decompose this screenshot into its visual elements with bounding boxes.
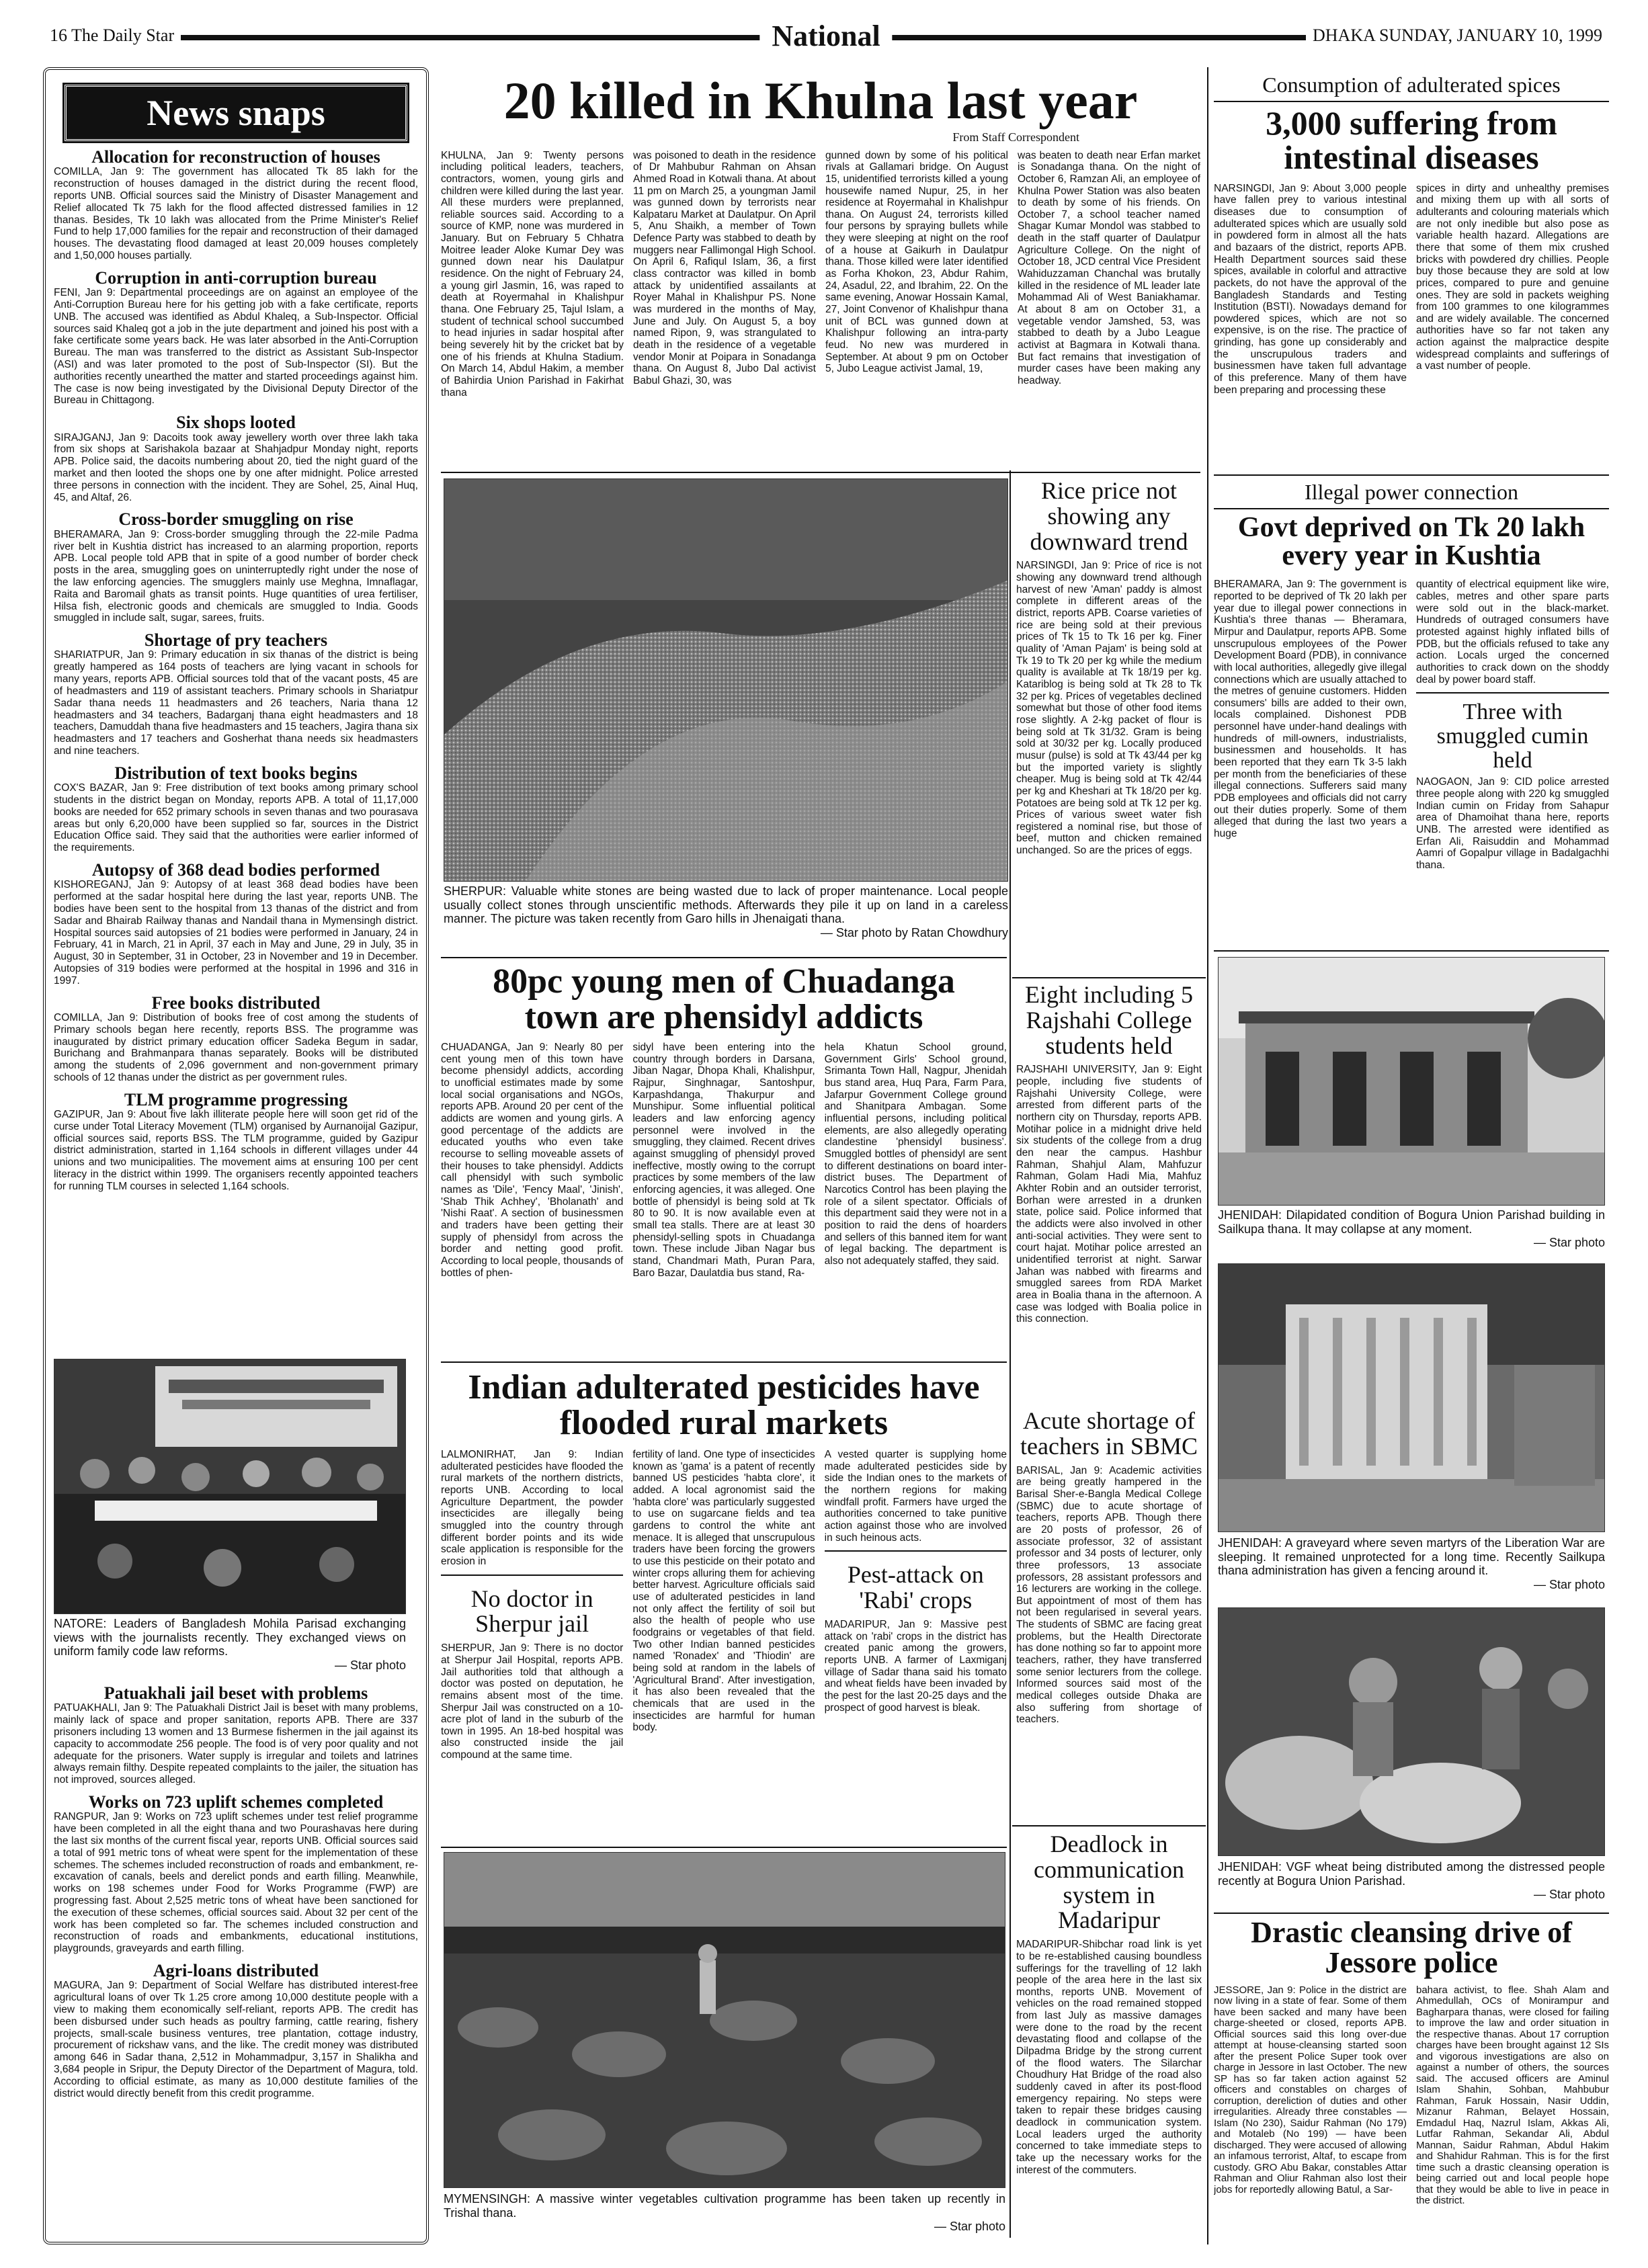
jessore-col-2: bahara activist, to flee. Shah Alam and Ahmedullah, OCs of Monirampur and Bagharpara thanas, were closed for failing to improve the law and order situation in the respective thanas. About 17 corruption charges have been brought against 12 SIs and vigorous investigations are also on against a number of others, the sources said. The accused officers are Aminul Islam Shahin, Sohban, Mahbubur Rahman, Faruk Hossain, Nasir Uddin, Mizanur Rahman, Belayet Hossain, Emdadul Haq, Nazrul Islam, Akkas Ali, Lutfar Rahman, Sekandar Ali, Abdul Mannan, Saidur Rahman, Abdul Hakim and Shahidur Rahman. This is for the first time such a drastic cleansing operation is being carried out and local people hope that they would be able to live in peace in the district. [1416,1984,1609,2207]
pesticides-text-1: LALMONIRHAT, Jan 9: Indian adulterated pesticides have flooded the rural markets of the northern districts, reports UNB. According to local Agriculture Department, the powder insecticides are illegally being smuggled into the country through different border points and its wide scale application is responsible for the erosion in [441,1449,624,1567]
illegal-body [1214,579,1609,871]
jessore-body [1214,1985,1609,2207]
snap-headline: Allocation for reconstruction of houses [91,147,380,167]
illegal-kicker: Illegal power connection [1304,480,1519,504]
section-rule [441,957,1007,958]
wheat-photo-image [1219,1608,1605,1856]
snap-item [51,148,421,262]
snap-headline: Distribution of text books begins [114,763,358,783]
rajshahi-body: RAJSHAHI UNIVERSITY, Jan 9: Eight people, including five students of Rajshahi University College, were arrested from different parts of the northern city on Thursday, reports APB. Motihar police in a midnight drive held six students of the college from a drug den near the campus. Hashbur Rahman, Shahjul Alam, Mahfuzur Rahman, Golam Hadi Mia, Mahfuz Akhter Robin and an outsider terrorist, Borhan were arrested in a drunken state, police said. Police informed that the addicts were also involved in other anti-social activities. They were sent to court hajat. Motihar police arrested an unidentified terrorist at night. Sarwar Jahan was nabbed with firearms and smuggled sarees from RDA Market area in Boalia thana in the afternoon. A case was lodged with Boalia police in this connection. [1016,1064,1202,1325]
snap-body: MAGURA, Jan 9: Department of Social Welfare has distributed interest-free agricultural loans of over Tk 1.25 crore among 10,000 destitute people with a view to making them economically self-reliant, reports APB. The credit has been disbursed under such heads as poultry farming, cattle rearing, fishery projects, small-scale business ventures, tree plantation, cottage industry, procurement of rickshaw vans, and the like. The credit money was distributed among 646 in Sadar thana, 2,512 in Mohammadpur, 3,157 in Shalikha and 3,684 people in Sripur, the Deputy Director of the Department of Magura, told. According to official estimate, as many as 10,000 destitute families of the district would directly benefit from this credit programme. [54,1980,418,2099]
illegal-headline: Govt deprived on Tk 20 lakh every year in Kushtia [1237,511,1585,572]
jessore-headline: Drastic cleansing drive of Jessore police [1251,1918,1572,1979]
snap-body: SHARIATPUR, Jan 9: Primary education in six thanas of the district is being greatly hampered as 164 posts of teachers are lying vacant in schools for many years, reports APB. Official sources told that of the vacant posts, 45 are of headmasters and 119 of assistant teachers. Primary schools in Shariatpur Sadar thana needs 11 headmasters and 26 teachers, Naria thana 12 headmasters and 34 teachers, Badarganj thana eight headmasters and 18 teachers, Damuddah thana five headmasters and 15 teachers, Jagira thana six headmasters and 17 teachers and Gosherhat thana needs six headmasters and nine teachers. [54,649,418,757]
snap-body: COMILLA, Jan 9: The government has allocated Tk 85 lakh for the reconstruction of houses damaged in the district during the recent flood, reports UNB. Official sources said the Ministry of Disaster Management and Relief allocated Tk 75 lakh for the flood affected distressed families in 12 thanas. Besides, Tk 10 lakh was allocated from the Prime Minister's Relief Fund to help 17,000 families for the repair and reconstruction of their damaged houses. The devastating flood damaged at least 20,009 houses completely and 1,50,000 houses partially. [54,166,418,261]
page-number-masthead: 16 The Daily Star [43,26,181,46]
section-rule [441,1574,623,1576]
khulna-body [441,150,1200,399]
cumin-body: NAOGAON, Jan 9: CID police arrested three people along with 220 kg smuggled Indian cumin on Friday from Sahapur area of Dhamoihat thana here, reports UNB. The arrested were identified as Erfan Ali, Raisuddin and Mohammad Aamri of Gopalpur village in Badalgachhi thana. [1416,776,1609,871]
snap-body: SIRAJGANJ, Jan 9: Dacoits took away jewellery worth over three lakh taka from six shops at Sarishakola bazaar at Shahjadpur Monday night, reports APB. Police said, the dacoits numbering about 20, tied the night guard of the market and then looted the shops one by one after midnight. Police arrested three persons in connection with the incident. They are Sohel, 25, Ainal Huq, 45, and Altaf, 26. [54,431,418,503]
khulna-col-2: was poisoned to death in the residence of Dr Mahbubur Rahman on Ahsan Ahmed Road in Kotwali thana. At about 11 pm on March 25, a youngman Jamil was gunned down by terrorists near Kalpataru Market at Daulatpur. On April 5, Anu Shaikh, a member of Town Defence Party was stabbed to death by muggers near Fallimongal High School. On April 6, Rafiqul Islam, 36, a first class contractor was killed in bomb attack by unidentified assailants at Royer Mahal in Khalishpur PS. None was murdered in the months of May, June and July. On August 5, a boy named Ripon, 9, was strangulated to death in the residence of a vegetable vendor Monir at Poipara in Sonadanga thana. On August 8, Jubo Dal activist Babul Ghazi, 30, was [633,149,816,387]
snap-item [51,1962,421,2099]
illegal-col-2 [1416,579,1609,871]
pesticides-story [441,1367,1007,1844]
vegetables-photo-image [444,1853,1005,2188]
snap-headline: TLM programme progressing [124,1089,348,1109]
snap-headline: Agri-loans distributed [153,1961,319,1981]
snap-body: PATUAKHALI, Jan 9: The Patuakhali District Jail is beset with many problems, mainly lack of space and proper sanitation, reports APB. There are 337 prisoners including 13 women and 13 Burmese fishermen in the jail against its capacity to accommodate 256 people. The food is of very poor quality and not adequate for the prisoners. Water supply is irregular and toilets and latrines always remain filthy. Despite repeated complaints to the jailer, the situation has not improved, sources alleged. [54,1702,418,1786]
spices-col-1: NARSINGDI, Jan 9: About 3,000 people have fallen prey to various intestinal diseases due to consumption of adulterated spices which are usually sold in powdered form in almost all the hats and bazaars of the district, reports APB. Health Department sources said these spices, available in colorful and attractive packets, do not have the approval of the Bangladesh Standards and Testing Institution (BSTI). Nowadays demand for powdered spices, which are not so expensive, is on the rise. The practice of grinding, has gone up considerably and the unscrupulous traders and businessmen have taken full advantage of this preference. Many of them have been preparing and processing these [1214,182,1407,396]
vegetables-caption [444,2192,1005,2239]
section-rule [825,1550,1007,1552]
pest-body: MADARIPUR, Jan 9: Massive pest attack on 'rabi' crops in the district has created panic among the growers, reports UNB. A farmer of Laxmiganj village of Sadar thana said his tomato and wheat fields have been invaded by the pest for the last 20-25 days and the prospect of good harvest is bleak. [824,1618,1007,1714]
news-snaps-column [51,75,421,1356]
snap-item [51,764,421,854]
sbmc-story [1016,1409,1202,1825]
khulna-byline: From Staff Correspondent [952,130,1079,144]
caption-text: NATORE: Leaders of Bangladesh Mohila Parisad exchanging views with the journalists recently. They exchanged views on uniform family code law reforms. [54,1617,406,1658]
section-rule [1012,1825,1206,1826]
issue-date: DHAKA SUNDAY, JANUARY 10, 1999 [1306,26,1609,46]
section-rule [1214,474,1609,476]
pesticides-col-3 [825,1449,1007,1761]
snap-body: BHERAMARA, Jan 9: Cross-border smuggling through the 22-mile Padma river belt in Kushtia district has increased to an alarming proportion, reports APB. Local people told APB that in spite of a good number of border check posts in the area, smuggling goes on uninterruptedly right under the nose of the law enforcing agencies. The smugglers mainly use Meghna, Imnaflagar, Raita and Baromail ghats as transit points. Huge quantities of urea fertiliser, Hilsa fish, electronic goods and chemicals are smuggled to India. Goods smuggled in include salt, sugar, sarees, fruits. [54,528,418,624]
khulna-col-1: KHULNA, Jan 9: Twenty persons including political leaders, teachers, contractors, women, young girls and children were killed during the last year. All these murders were preplanned, reliable sources said. According to a source of KMP, none was murdered in January. But on February 5 Chhatra Moitree leader Aloke Kumar Dey was gunned down near his Daulatpur residence. On the night of February 24, a young girl Jasmin, 16, was raped to death at Royermahal in Khalishpur thana. One February 25, Tajul Islam, a student of technical school succumbed to head injuries in sadar hospital after being severely hit by the cricket bat by one of his friends at Khulna Stadium. On March 14, Abdul Hakim, a member of Bahirdia Union Parishad in Fakirhat thana [441,149,624,398]
snap-headline: Free books distributed [151,993,321,1013]
chuadanga-col-3: hela Khatun School ground, Government Girls' School ground, Srimanta Town Hall, Nagpur, Jhenidah bus stand area, Huq Para, Farm Para, Jafarpur Government College ground and Shanitpara Ambagan. Some influential persons, including political elements, are also allegedly operating clandestine 'phensidyl business'. Smuggled bottles of phensidyl are sent to different destinations on board inter-district buses. The Department of Narcotics Control has been playing the role of a silent spectator. Officials of this department said they were not in a position to raid the dens of hoarders and sellers of this banned item for want of legal backing. The department is also not adequately staffed, they said. [824,1042,1007,1267]
spices-col-2: spices in dirty and unhealthy premises and mixing them up with all sorts of adulterants and colouring materials which are not only inedible but also pose as variable health hazard. Allegations are there that some of them mix crushed bricks with powdered dry chillies. People buy those because they are sold at low prices, compared to pure and genuine ones. They are sold in packets weighing from 100 grammes to one kilogrammes and are widely available. The concerned authorities have so far not taken any action against the malpractice despite widespread complaints and sufferings of a vast number of people. [1416,182,1609,372]
stones-photo-image [444,479,1008,882]
kicker-rule [1214,101,1609,102]
chuadanga-story [441,961,1007,1357]
natore-meeting-photo [54,1359,406,1614]
pesticides-text-3: A vested quarter is supplying home made adulterated pesticides side by side the Indian ones to the markets of the northern regions for making windfall profit. Farmers have urged the authorities concerned to take punitive action against those who are involved in such heinous acts. [824,1449,1007,1544]
snap-item [51,631,421,757]
chuadanga-headline: 80pc young men of Chuadanga town are phensidyl addicts [493,962,955,1037]
jessore-story [1214,1918,1609,2244]
snap-item [51,994,421,1084]
photo-credit: — Star photo [934,2220,1005,2234]
column-rule [1010,470,1011,2238]
section-rule [441,1361,1007,1363]
pesticides-body [441,1449,1007,1761]
chuadanga-body [441,1042,1007,1279]
snap-body: GAZIPUR, Jan 9: About five lakh illiterate people here will soon get rid of the curse under Total Literacy Movement (TLM) organised by Aurnanoijal Gazipur, official sources said, reports BSS. The TLM programme, guided by Gazipur district administration, started in 1,164 schools in different villages under 44 unions and two municipalities. The movement aims at ensuring 100 per cent literacy in the district within 1999. The organisers recently appointed teachers for running TLM courses in selected 1,164 schools. [54,1109,418,1192]
chuadanga-col-1: CHUADANGA, Jan 9: Nearly 80 per cent young men of this town have become phensidyl addicts, according to unofficial estimates made by some local social organisations and NGOs, reports APB. Around 20 per cent of the addicts are women and young girls. A good percentage of the addicts are educated youths who even take recourse to selling moveable assets of their houses to take phensidyl. Addicts call phensidyl with such symbolic names as 'Dile', 'Fency Maal', 'Jinish', 'Shab Thik Achhey', 'Bholanath' and 'Nishi Raat'. A section of businessmen and traders have been getting their supply of phensidyl from across the border and netting good profit. According to local people, thousands of bottles of phen- [441,1042,624,1279]
snap-headline: Autopsy of 368 dead bodies performed [91,859,380,880]
khulna-col-3: gunned down by some of his political rivals at Gallamari bridge. On August 15, unidentified terrorists killed a young housewife named Nupur, 25, in her residence at Royermahal in Khalishpur thana. On August 24, terrorists killed four persons by spraying bullets while they were sleeping at night on the roof of a house at Gaikurh in Daulatpur thana. Those killed were later identified as Forha Khokon, 23, Abdur Rahim, 24, Asadul, 22, and Ibrahim, 22. On the same evening, Anowar Hossain Kamal, 27, Joint Convenor of Khalishpur thana unit of BCL was gunned down at Khalishpur following an intra-party feud. No new was murdered in September. At about 9 pm on October 5, Jubo League activist Jamal, 19, [825,149,1008,375]
rice-body: NARSINGDI, Jan 9: Price of rice is not showing any downward trend although harvest of new 'Aman' paddy is almost complete in different areas of the district, reports APB. Coarse varieties of rice are being sold at their previous prices of Tk 15 to Tk 16 per kg. Finer quality of 'Aman Pajam' is being sold at Tk 19 to Tk 20 per kg while the medium quality is available at Tk 18/19 per kg. Katariblog is being sold at Tk 28 to Tk 32 per kg. Prices of vegetables declined somewhat but those of other food items rose slightly. A 2-kg packet of flour is being sold at Tk 31/32. Gram is being sold at 30/32 per kg. Locally produced musur (pulse) is sold at Tk 43/44 per kg but the imported variety is slightly cheaper. Mug is being sold at Tk 42/44 per kg and Kheshari at Tk 18/20 per kg. Potatoes are being sold at Tk 12 per kg. Prices of various sweet water fish registered a nominal rise, but those of beef, mutton and chicken remained unchanged. So are the prices of eggs. [1016,560,1202,857]
jessore-col-1: JESSORE, Jan 9: Police in the district are now living in a state of fear. Some of them have been sacked and many have been charge-sheeted or closed, reports APB. Official sources said this long over-due attempt at house-cleansing started soon after the present Police Super took over charge in Jessore in last October. The new SP has so far taken action against 52 officers and constables on charges of corruption, dereliction of duties and other irregularities. Already three constables — Islam (No 230), Saidur Rahman (No 179) and Motaleb (No 199) — have been discharged. They were accused of allowing an infamous terrorist, Altaf, to escape from custody. GRO Abu Bakar, constables Attar Rahman and Oliur Rahman also lost their jobs for reportedly allowing Batul, a Sar- [1214,1984,1407,2195]
kicker-rule [1214,508,1609,509]
stones-caption [444,884,1008,952]
snap-item [51,269,421,407]
rice-headline: Rice price not showing any downward trend [1030,478,1188,555]
deadlock-body: MADARIPUR-Shibchar road link is yet to be re-established causing boundless sufferings for the travelling of 12 lakh people of the area here in the last six months, reports UNB. Movement of vehicles on the road remained stopped from last July as massive damages were done to the road by the recent devastating flood and collapse of the Dilpadma Bridge by the strong current of the flood waters. The Silarchar Choudhury Hat Bridge of the road also suddenly caved in after its post-flood emergency repairing. No steps were taken to repair these bridges causing deadlock in communication system. Local leaders urged the authority concerned to take immediate steps to take up the necessary works for the interest of the commuters. [1016,1939,1202,2176]
cumin-headline: Three with smuggled cumin held [1436,700,1589,773]
pest-headline: Pest-attack on 'Rabi' crops [847,1561,984,1614]
section-rule [1214,950,1609,952]
pesticides-col-1 [441,1449,623,1761]
khulna-col-4: was beaten to death near Erfan market is Sonadanga thana. On the night of October 6, Ramzan Ali, an employee of Khulna Power Station was also beaten to death by some of his friends. On October 7, a school teacher named Shagar Kumar Mondol was stabbed to death in the staff quarter of Daulatpur Agriculture College. On the night of October 18, JCD central Vice President Wahiduzzaman Chanchal was brutally killed in the residence of ML leader late Mohammad Ali of West Baniakhamar. At about 8 am on October 31, a vegetable vendor Jamshed, 53, was stabbed to death by a Jubo League activist at Bagmara in Kotwali thana. But fact remains that investigation of murder cases have been making any headway. [1018,149,1200,387]
vgf-wheat-caption [1218,1860,1605,1907]
sbmc-body: BARISAL, Jan 9: Academic activities are being greatly hampered in the Barisal Sher-e-Bangla Medical College (SBMC) due to acute shortage of teachers, reports APB. Though there are 20 posts of professor, 26 of associate professor, 32 of assistant professor and 34 posts of lecturer, only three professors, 13 associate professors, 28 assistant professors and 16 lecturers are working in the college. But appointment of most of them has not been regularised in several years. The students of SBMC are facing great problems, but the Health Directorate has done nothing so far to appoint more teachers, rather, they have transferred some senior lecturers from the college. Informed sources said most of the medical colleges outside Dhaka are also suffering from shortage of teachers. [1016,1464,1202,1726]
section-rule [1214,1913,1609,1914]
caption-text: JHENIDAH: Dilapidated condition of Bogura Union Parishad building in Sailkupa thana. It may collapse at any moment. [1218,1208,1605,1236]
pesticides-headline: Indian adulterated pesticides have flooded rural markets [468,1368,980,1443]
caption-text: MYMENSINGH: A massive winter vegetables cultivation programme has been taken up recently in Trishal thana. [444,2192,1005,2220]
snap-headline: Six shops looted [176,413,296,433]
sbmc-headline: Acute shortage of teachers in SBMC [1020,1409,1198,1460]
section-rule [441,472,1200,473]
rajshahi-story [1016,982,1202,1399]
graveyard-photo-image [1219,1264,1605,1532]
graveyard-caption [1218,1536,1605,1601]
news-snaps-title: News snaps [65,85,407,141]
section-rule [1012,977,1206,978]
deadlock-story [1016,1832,1202,2242]
illegal-power-story [1214,478,1609,949]
photo-credit: — Star photo [1533,1578,1605,1592]
spices-headline: 3,000 suffering from intestinal diseases [1266,103,1557,176]
caption-text: JHENIDAH: VGF wheat being distributed among the distressed people recently at Bogura Union Parishad. [1218,1860,1605,1888]
snap-body: COMILLA, Jan 9: Distribution of books free of cost among the students of Primary schools began here recently, reports BSS. The programme was inaugurated by district primary education officer Sadeka Begum in sadar, Burichang and Brahmanpara thanas separately. Books will be distributed among the students of 2,096 government and non-government primary schools of 12 thanas under the district as per government rules. [54,1011,418,1083]
photo-credit: — Star photo [1533,1236,1605,1250]
snap-item [51,861,421,987]
snap-item [51,1793,421,1955]
illegal-col-2-text: quantity of electrical equipment like wire, cables, metres and other spare parts were sold out in the black-market. Hundreds of outraged consumers have protested against highly inflated bills of PDB, but the officials refused to take any action. Locals urged the concerned authorities to crack down on the shoddy deal by power board staff. [1416,579,1609,685]
snap-body: FENI, Jan 9: Departmental proceedings are on against an employee of the Anti-Corruption Bureau here for his getting job with a fake certificate, reports UNB. The accused was identified as Abdul Khaleq, a Sub-Inspector. Official sources said Khaleq got a job in the jute department and joined his post with a fake certificate some years back. He was later absorbed in the Anti-Corruption Bureau. The man was transferred to the district as Assistant Sub-Inspector (ASI) and was later promoted to the post of Sub-Inspector (SI). But the authorities recently unearthed the matter and started proceedings against him. The case is now being investigated by the Divisional Deputy Director of the Bureau in Chittagong. [54,287,418,407]
section-title: National [759,19,892,53]
snap-headline: Patuakhali jail beset with problems [104,1683,368,1703]
snap-item [51,1091,421,1193]
section-rule [1416,692,1609,694]
snap-item [51,413,421,503]
photo-credit: — Star photo [1533,1888,1605,1902]
union-parishad-caption [1218,1208,1605,1259]
khulna-headline: 20 killed in Khulna last year [503,71,1138,130]
building-photo-image [1219,958,1605,1206]
snap-body: COX'S BAZAR, Jan 9: Free distribution of text books among primary school students in the district began on Monday, reports APB. A total of 11,17,000 books are needed for 652 primary schools in seven thanas and two pourasava areas but only 6,20,000 have been supplied so far, sources in the District Education Office said. They said that the authorities were earlier informed of the requirements. [54,782,418,854]
snap-headline: Cross-border smuggling on rise [118,509,354,530]
deadlock-headline: Deadlock in communication system in Madaripur [1034,1832,1184,1934]
chuadanga-col-2: sidyl have been entering into the country through borders in Darsana, Jiban Nagar, Dhopa Khali, Khalishpur, Rajpur, Singhnagar, Santoshpur, Karpashdanga, Thakurpur and Munshipur. Some influential political leaders and law enforcing agency personnel were involved in the smuggling, they claimed. Recent drives against smuggling of phensidyl proved ineffective, mostly owing to the corrupt practices by some members of the law enforcing agencies, it was alleged. One bottle of phensidyl is being sold at Tk 80 to 90. It is now available even at small tea stalls. There are at least 30 phensidyl-selling spots in Chuadanga town. These include Jiban Nagar bus stand, Chandmari Math, Puran Para, Baro Bazar, Daulatdia bus stand, Ra- [632,1042,815,1279]
rice-story [1016,478,1202,976]
snap-item [51,510,421,624]
illegal-col-1: BHERAMARA, Jan 9: The government is reported to be deprived of Tk 20 lakh per year due to illegal power connections in Kushtia's three thanas — Bheramara, Mirpur and Daulatpur, reports APB. Some unscrupulous employees of the Power Development Board (PDB), in connivance with local authorities, allegedly give illegal connections which are usually attached to the metres of genuine customers. Hidden consumers' bills are added to their own, locals complained. Dishonest PDB personnel have under-hand dealings with hundreds of mill-owners, industrialists, businessmen and households. It has been reported that they earn Tk 3-5 lakh per month from the beneficiaries of these illegal connections. Sufferers said many PDB employees and officials did not carry out their duties properly. Some of them alleged that during the last two years a huge [1214,579,1407,840]
snap-body: RANGPUR, Jan 9: Works on 723 uplift schemes under test relief programme have been completed in all the eight thana and two Pourashavas here during the last six months of the current fiscal year, reports UNB. Official sources said a total of 991 metric tons of wheat were spent for the implementation of these schemes. The schemes included reconstruction of roads and embankment, re-excavation of canals, beels and derelict ponds and earth filling. Meanwhile, works on 198 schemes under Food for Works Programme (FWP) are progressing fast. About 2,525 metric tons of wheat have been sanctioned for the execution of these schemes, official sources said. About 32 per cent of the work has been completed so far. The schemes included construction and reconstruction of roads and embankments, educational institutions, playgrounds, graveyards and earth filling. [54,1811,418,1955]
page-header [43,19,1609,56]
natore-photo-caption [54,1617,406,1673]
snap-headline: Shortage of pry teachers [144,630,328,650]
rajshahi-headline: Eight including 5 Rajshahi College students held [1025,982,1193,1059]
spices-body [1214,183,1609,396]
union-parishad-photo [1218,957,1605,1206]
snap-body: KISHOREGANJ, Jan 9: Autopsy of at least 368 dead bodies have been performed at the sadar hospital here during the last year, reports UNB. The bodies have been sent to the hospital from 13 thanas of the district and from Sadar and Bhairab Railway thanas and Nandail thana in Mymensingh district. Hospital sources said autopsies of 21 bodies were performed in January, 24 in February, 41 in March, 21 in April, 37 each in May and June, 29 in July, 35 in August, 30 in September, 31 in October, 23 in November and 19 in December. Autopsies of 319 bodies were performed at the hospital in 1996 and 316 in 1997. [54,879,418,986]
caption-text: SHERPUR: Valuable white stones are being wasted due to lack of proper maintenance. Local people usually collect stones through unscientific methods. Afterwards they pile it up on land in a careless manner. The picture was taken recently from Garo hills in Jhenaigati thana. [444,884,1008,926]
khulna-story [441,67,1200,470]
meeting-photo-image [54,1359,406,1614]
spices-kicker: Consumption of adulterated spices [1262,73,1561,97]
nodoctor-headline: No doctor in Sherpur jail [470,1585,593,1638]
snap-headline: Corruption in anti-corruption bureau [95,267,377,288]
vgf-wheat-photo [1218,1607,1605,1856]
caption-text: JHENIDAH: A graveyard where seven martyrs of the Liberation War are sleeping. It remained unprotected for a long time. Recently Sailkupa thana administration has given a fencing around it. [1218,1536,1605,1578]
news-snaps-column-lower [51,1677,421,2235]
snap-item [51,1684,421,1786]
section-rule [441,1847,1007,1848]
spices-story [1214,67,1609,470]
column-rule [1207,67,1208,2244]
photo-credit: — Star photo [334,1658,406,1673]
snap-headline: Works on 723 uplift schemes completed [88,1792,384,1812]
mymensingh-vegetables-photo [444,1852,1005,2188]
photo-credit: — Star photo by Ratan Chowdhury [820,926,1008,940]
sherpur-stones-photo [444,478,1008,882]
pesticides-col-2: fertility of land. One type of insecticides known as 'gama' is a patent of recently banned US pesticides 'habta clore', it added. A local agronomist said the 'habta clore' was particularly suggested to use on sugarcane fields and tea gardens to control the white ant menace. It is alleged that unscrupulous traders have been forcing the growers to use this pesticide on their potato and winter crops alluring them for achieving better harvest. Agriculture officials said use of adulterated pesticides in land not only affect the fertility of soil but also the health of people who use foodgrains or vegetables of that field. Two other Indian banned pesticides named 'Ronadex' and 'Thiodin' are being sold at random in the labels of 'Agricultural Brand'. After investigation, it has also been revealed that the chemicals that are used in the insecticides are harmful for human body. [632,1449,815,1734]
graveyard-photo [1218,1263,1605,1532]
nodoctor-body: SHERPUR, Jan 9: There is no doctor at Sherpur Jail Hospital, reports APB. Jail authorities told that although a doctor was posted on deputation, he remains absent most of the time. Sherpur Jail was constructed on a 10-acre plot of land in the suburb of the town in 1995. An 18-bed hospital was also constructed inside the jail compound at the same time. [441,1642,624,1761]
